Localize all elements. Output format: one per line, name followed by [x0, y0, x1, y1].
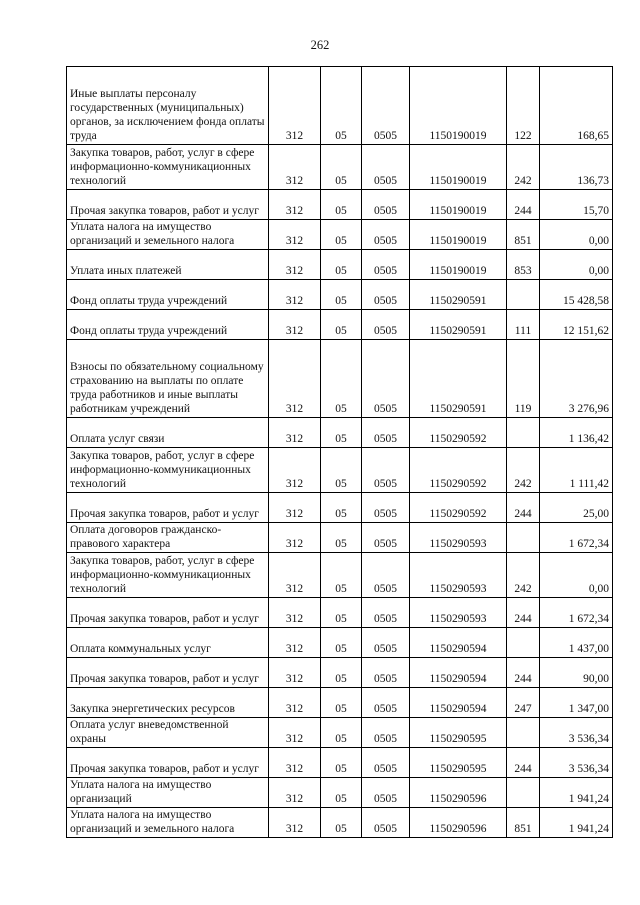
subsection-code-cell: 0505 [362, 418, 410, 448]
subsection-code-cell: 0505 [362, 523, 410, 553]
ministry-code-cell: 312 [269, 67, 321, 145]
row-name-cell: Прочая закупка товаров, работ и услуг [67, 748, 269, 778]
row-name-cell: Уплата налога на имущество организаций и земельного налога [67, 808, 269, 838]
target-article-cell: 1150190019 [410, 67, 507, 145]
ministry-code-cell: 312 [269, 145, 321, 190]
amount-cell: 1 672,34 [540, 598, 613, 628]
expense-type-cell: 853 [507, 250, 540, 280]
ministry-code-cell: 312 [269, 718, 321, 748]
expense-type-cell: 247 [507, 688, 540, 718]
budget-table [66, 66, 613, 838]
section-code-cell: 05 [321, 658, 362, 688]
expense-type-cell: 242 [507, 145, 540, 190]
table-row [67, 310, 613, 340]
section-code-cell: 05 [321, 778, 362, 808]
amount-cell: 3 536,34 [540, 718, 613, 748]
ministry-code-cell: 312 [269, 688, 321, 718]
row-name-cell: Оплата услуг связи [67, 418, 269, 448]
section-code-cell: 05 [321, 448, 362, 493]
target-article-cell: 1150290595 [410, 748, 507, 778]
target-article-cell: 1150290594 [410, 628, 507, 658]
section-code-cell: 05 [321, 340, 362, 418]
expense-type-cell: 851 [507, 808, 540, 838]
row-name-cell: Прочая закупка товаров, работ и услуг [67, 190, 269, 220]
subsection-code-cell: 0505 [362, 718, 410, 748]
section-code-cell: 05 [321, 523, 362, 553]
ministry-code-cell: 312 [269, 220, 321, 250]
ministry-code-cell: 312 [269, 808, 321, 838]
subsection-code-cell: 0505 [362, 310, 410, 340]
section-code-cell: 05 [321, 418, 362, 448]
ministry-code-cell: 312 [269, 778, 321, 808]
amount-cell: 168,65 [540, 67, 613, 145]
table-row [67, 748, 613, 778]
expense-type-cell [507, 718, 540, 748]
section-code-cell: 05 [321, 145, 362, 190]
row-name-cell: Фонд оплаты труда учреждений [67, 280, 269, 310]
amount-cell: 25,00 [540, 493, 613, 523]
target-article-cell: 1150290594 [410, 658, 507, 688]
row-name-cell: Оплата договоров гражданско-правового характера [67, 523, 269, 553]
target-article-cell: 1150190019 [410, 190, 507, 220]
amount-cell: 0,00 [540, 250, 613, 280]
section-code-cell: 05 [321, 250, 362, 280]
ministry-code-cell: 312 [269, 553, 321, 598]
row-name-cell: Иные выплаты персоналу государственных (муниципальных) органов, за исключением фонда оплаты труда [67, 67, 269, 145]
amount-cell: 1 672,34 [540, 523, 613, 553]
ministry-code-cell: 312 [269, 280, 321, 310]
amount-cell: 0,00 [540, 220, 613, 250]
table-row [67, 493, 613, 523]
target-article-cell: 1150290593 [410, 598, 507, 628]
table-row [67, 808, 613, 838]
amount-cell: 0,00 [540, 553, 613, 598]
row-name-cell: Закупка товаров, работ, услуг в сфере информационно-коммуникационных технологий [67, 448, 269, 493]
subsection-code-cell: 0505 [362, 190, 410, 220]
section-code-cell: 05 [321, 628, 362, 658]
row-name-cell: Фонд оплаты труда учреждений [67, 310, 269, 340]
expense-type-cell [507, 628, 540, 658]
amount-cell: 1 941,24 [540, 778, 613, 808]
table-row [67, 418, 613, 448]
subsection-code-cell: 0505 [362, 748, 410, 778]
section-code-cell: 05 [321, 688, 362, 718]
target-article-cell: 1150290592 [410, 418, 507, 448]
target-article-cell: 1150290591 [410, 310, 507, 340]
table-row [67, 778, 613, 808]
subsection-code-cell: 0505 [362, 220, 410, 250]
ministry-code-cell: 312 [269, 523, 321, 553]
subsection-code-cell: 0505 [362, 145, 410, 190]
target-article-cell: 1150190019 [410, 250, 507, 280]
subsection-code-cell: 0505 [362, 250, 410, 280]
amount-cell: 1 437,00 [540, 628, 613, 658]
ministry-code-cell: 312 [269, 658, 321, 688]
section-code-cell: 05 [321, 598, 362, 628]
row-name-cell: Закупка товаров, работ, услуг в сфере информационно-коммуникационных технологий [67, 145, 269, 190]
subsection-code-cell: 0505 [362, 628, 410, 658]
amount-cell: 136,73 [540, 145, 613, 190]
section-code-cell: 05 [321, 280, 362, 310]
table-row [67, 67, 613, 145]
target-article-cell: 1150290591 [410, 340, 507, 418]
expense-type-cell: 244 [507, 658, 540, 688]
table-row [67, 688, 613, 718]
expense-type-cell: 244 [507, 493, 540, 523]
target-article-cell: 1150190019 [410, 220, 507, 250]
section-code-cell: 05 [321, 190, 362, 220]
amount-cell: 1 347,00 [540, 688, 613, 718]
amount-cell: 1 941,24 [540, 808, 613, 838]
ministry-code-cell: 312 [269, 628, 321, 658]
subsection-code-cell: 0505 [362, 778, 410, 808]
subsection-code-cell: 0505 [362, 658, 410, 688]
ministry-code-cell: 312 [269, 418, 321, 448]
subsection-code-cell: 0505 [362, 493, 410, 523]
table-row [67, 553, 613, 598]
amount-cell: 90,00 [540, 658, 613, 688]
table-row [67, 658, 613, 688]
amount-cell: 1 136,42 [540, 418, 613, 448]
subsection-code-cell: 0505 [362, 808, 410, 838]
table-row [67, 523, 613, 553]
expense-type-cell: 244 [507, 190, 540, 220]
ministry-code-cell: 312 [269, 310, 321, 340]
target-article-cell: 1150290594 [410, 688, 507, 718]
target-article-cell: 1150290593 [410, 553, 507, 598]
row-name-cell: Оплата услуг вневедомственной охраны [67, 718, 269, 748]
row-name-cell: Прочая закупка товаров, работ и услуг [67, 598, 269, 628]
section-code-cell: 05 [321, 220, 362, 250]
expense-type-cell: 851 [507, 220, 540, 250]
subsection-code-cell: 0505 [362, 280, 410, 310]
ministry-code-cell: 312 [269, 448, 321, 493]
ministry-code-cell: 312 [269, 748, 321, 778]
amount-cell: 3 276,96 [540, 340, 613, 418]
table-row [67, 280, 613, 310]
target-article-cell: 1150290592 [410, 493, 507, 523]
subsection-code-cell: 0505 [362, 598, 410, 628]
table-row [67, 190, 613, 220]
expense-type-cell [507, 280, 540, 310]
table-row [67, 598, 613, 628]
expense-type-cell: 242 [507, 448, 540, 493]
section-code-cell: 05 [321, 808, 362, 838]
table-row [67, 220, 613, 250]
section-code-cell: 05 [321, 553, 362, 598]
ministry-code-cell: 312 [269, 190, 321, 220]
expense-type-cell: 244 [507, 598, 540, 628]
row-name-cell: Закупка товаров, работ, услуг в сфере информационно-коммуникационных технологий [67, 553, 269, 598]
subsection-code-cell: 0505 [362, 67, 410, 145]
expense-type-cell: 242 [507, 553, 540, 598]
table-row [67, 718, 613, 748]
row-name-cell: Взносы по обязательному социальному страхованию на выплаты по оплате труда работников и иные выплаты работникам учреждений [67, 340, 269, 418]
target-article-cell: 1150290593 [410, 523, 507, 553]
expense-type-cell: 111 [507, 310, 540, 340]
target-article-cell: 1150290591 [410, 280, 507, 310]
expense-type-cell: 122 [507, 67, 540, 145]
row-name-cell: Закупка энергетических ресурсов [67, 688, 269, 718]
amount-cell: 1 111,42 [540, 448, 613, 493]
page-number: 262 [310, 38, 330, 52]
target-article-cell: 1150290596 [410, 778, 507, 808]
expense-type-cell [507, 778, 540, 808]
table-row [67, 340, 613, 418]
ministry-code-cell: 312 [269, 493, 321, 523]
amount-cell: 15,70 [540, 190, 613, 220]
row-name-cell: Прочая закупка товаров, работ и услуг [67, 658, 269, 688]
row-name-cell: Уплата налога на имущество организаций и земельного налога [67, 220, 269, 250]
table-row [67, 250, 613, 280]
ministry-code-cell: 312 [269, 598, 321, 628]
table-body [67, 67, 613, 838]
section-code-cell: 05 [321, 493, 362, 523]
ministry-code-cell: 312 [269, 250, 321, 280]
amount-cell: 15 428,58 [540, 280, 613, 310]
expense-type-cell: 244 [507, 748, 540, 778]
section-code-cell: 05 [321, 718, 362, 748]
subsection-code-cell: 0505 [362, 688, 410, 718]
table-row [67, 145, 613, 190]
subsection-code-cell: 0505 [362, 553, 410, 598]
target-article-cell: 1150290595 [410, 718, 507, 748]
section-code-cell: 05 [321, 67, 362, 145]
expense-type-cell [507, 523, 540, 553]
expense-type-cell [507, 418, 540, 448]
amount-cell: 12 151,62 [540, 310, 613, 340]
row-name-cell: Оплата коммунальных услуг [67, 628, 269, 658]
target-article-cell: 1150290592 [410, 448, 507, 493]
table-row [67, 628, 613, 658]
table-row [67, 448, 613, 493]
target-article-cell: 1150190019 [410, 145, 507, 190]
target-article-cell: 1150290596 [410, 808, 507, 838]
subsection-code-cell: 0505 [362, 340, 410, 418]
row-name-cell: Уплата налога на имущество организаций [67, 778, 269, 808]
section-code-cell: 05 [321, 310, 362, 340]
amount-cell: 3 536,34 [540, 748, 613, 778]
ministry-code-cell: 312 [269, 340, 321, 418]
expense-type-cell: 119 [507, 340, 540, 418]
section-code-cell: 05 [321, 748, 362, 778]
row-name-cell: Прочая закупка товаров, работ и услуг [67, 493, 269, 523]
row-name-cell: Уплата иных платежей [67, 250, 269, 280]
subsection-code-cell: 0505 [362, 448, 410, 493]
